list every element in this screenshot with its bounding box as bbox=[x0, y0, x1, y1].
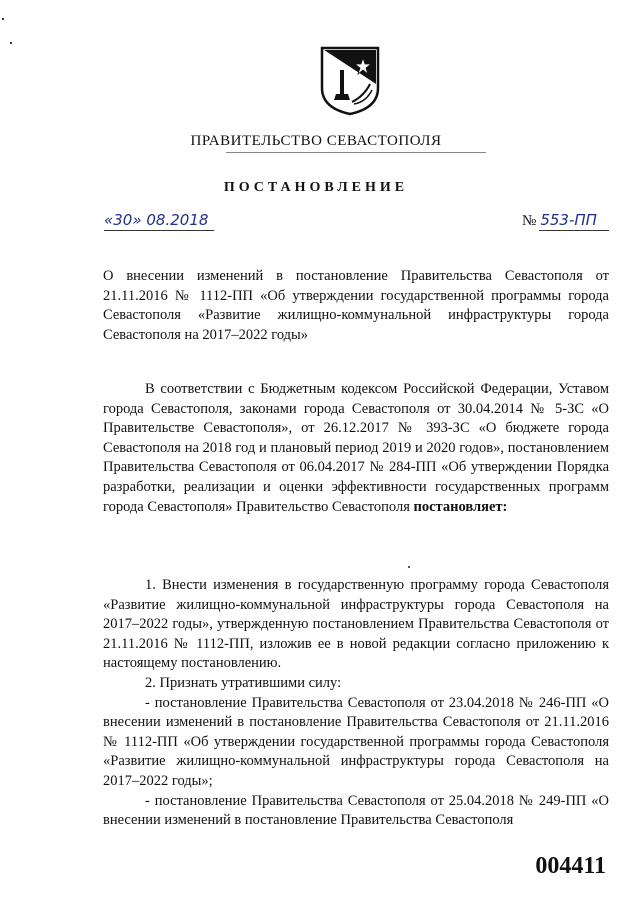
government-name: ПРАВИТЕЛЬСТВО СЕВАСТОПОЛЯ bbox=[190, 133, 442, 149]
document-date bbox=[104, 211, 208, 230]
scan-speck bbox=[2, 18, 4, 20]
preamble-text: В соответствии с Бюджетным кодексом Российской Федерации, Уставом города Севастополя, законами города Севастополя от 30.04.2014 № 5-ЗС «О Правительстве Севастополя», от 26.12.2017 № 393-ЗС «О бюджете города Севастополя на 2018 год и плановый период 2019 и 2020 годов», постановлением Правительства Севастополя от 06.04.2017 № 284-ПП «Об утверждении Порядка разработки, реализации и оценки эффективности государственных программ города Севастополя» Правительство Севастополя bbox=[103, 381, 609, 515]
sevastopol-coat-of-arms-icon bbox=[318, 44, 382, 116]
preamble bbox=[103, 380, 609, 517]
date-handwritten: «30» 08.2018 bbox=[104, 211, 209, 229]
item-2: 2. Признать утратившими силу: bbox=[145, 674, 342, 691]
date-underline bbox=[104, 230, 214, 231]
number-prefix: № bbox=[522, 213, 537, 229]
number-handwritten: 553-ПП bbox=[540, 211, 597, 229]
number-underline bbox=[539, 230, 609, 231]
decree-items bbox=[103, 576, 609, 831]
header-rule bbox=[226, 152, 486, 153]
item-2-sub-2: - постановление Правительства Севастополя от 25.04.2018 № 249-ПП «О внесении изменений в постановление Правительства Севастополя bbox=[103, 792, 609, 829]
document-number bbox=[522, 211, 597, 230]
item-2-sub-1: - постановление Правительства Севастополя от 23.04.2018 № 246-ПП «О внесении изменений в постановление Правительства Севастополя от 21.11.2016 № 1112-ПП «Об утверждении государственной программы города Севастополя «Развитие жилищно-коммунальной инфраструктуры города Севастополя на 2017–2022 годы»; bbox=[103, 694, 609, 789]
item-1: 1. Внести изменения в государственную программу города Севастополя «Развитие жилищно-коммунальной инфраструктуры города Севастополя на 2017–2022 годы», утвержденную постановлением Правительства Севастополя от 21.11.2016 № 1112-ПП, изложив ее в новой редакции согласно приложению к настоящему постановлению. bbox=[103, 577, 609, 672]
preamble-verb: постановляет: bbox=[413, 498, 508, 515]
document-type: ПОСТАНОВЛЕНИЕ bbox=[223, 180, 409, 195]
document-subject: О внесении изменений в постановление Правительства Севастополя от 21.11.2016 № 1112-ПП «Об утверждении государственной программы города Севастополя «Развитие жилищно-коммунальной инфраструктуры города Севастополя на 2017–2022 годы» bbox=[103, 268, 609, 343]
scan-speck bbox=[10, 42, 12, 44]
form-serial-number: 004411 bbox=[535, 853, 606, 879]
scan-speck bbox=[408, 566, 410, 568]
